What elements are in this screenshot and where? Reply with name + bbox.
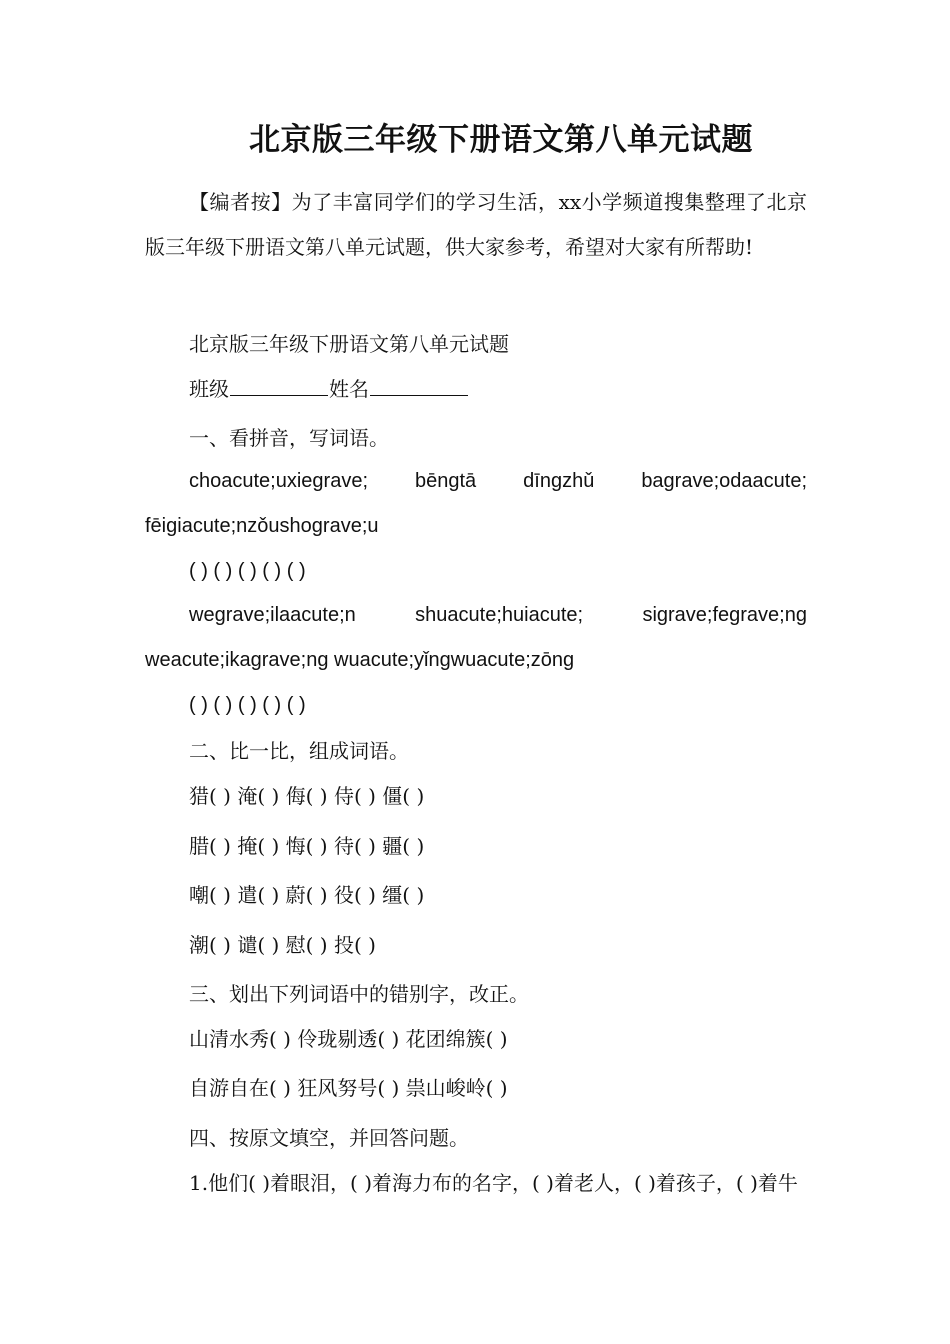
pinyin-item: wegrave;ilaacute;n [189, 604, 356, 626]
question-4-1: 1.他们( )着眼泪，( )着海力布的名字，( )着老人，( )着孩子，( )着牛 [189, 1171, 798, 1195]
section-4-heading: 四、按原文填空，并回答问题。 [189, 1126, 469, 1150]
compare-row: 嘲( ) 遣( ) 蔚( ) 役( ) 缰( ) [189, 883, 425, 907]
compare-row: 腊( ) 掩( ) 悔( ) 待( ) 疆( ) [189, 834, 425, 858]
name-label: 姓名 [329, 377, 369, 401]
section-2-heading: 二、比一比，组成词语。 [189, 739, 409, 763]
document-title: 北京版三年级下册语文第八单元试题 [249, 122, 753, 158]
class-blank [230, 375, 328, 396]
pinyin-item: sigrave;fegrave;ng [642, 604, 807, 626]
intro-paragraph: 【编者按】为了丰富同学们的学习生活，xx小学频道搜集整理了北京版三年级下册语文第八单元试题，供大家参考，希望对大家有所帮助! [145, 190, 807, 259]
class-label: 班级 [189, 377, 229, 401]
compare-row: 猎( ) 淹( ) 侮( ) 侍( ) 僵( ) [189, 784, 425, 808]
name-blank [370, 375, 468, 396]
pinyin-row-1 [189, 467, 807, 495]
pinyin-row-2 [189, 601, 807, 629]
pinyin-item: choacute;uxiegrave; [189, 470, 369, 492]
pinyin-item: bagrave;odaacute; [641, 470, 807, 492]
pinyin-item: bēngtā [415, 470, 477, 492]
section-3-heading: 三、划出下列词语中的错别字，改正。 [189, 982, 529, 1006]
error-row: 山清水秀( ) 伶珑剔透( ) 花团绵簇( ) [189, 1027, 508, 1051]
subtitle: 北京版三年级下册语文第八单元试题 [189, 332, 509, 356]
section-1-heading: 一、看拼音，写词语。 [189, 426, 389, 450]
pinyin-row-2-continued: weacute;ikagrave;ng wuacute;yǐngwuacute;zōng [145, 649, 575, 671]
pinyin-item: dīngzhǔ [523, 470, 595, 492]
pinyin-item: shuacute;huiacute; [415, 604, 584, 626]
error-row: 自游自在( ) 狂风努号( ) 祟山峻岭( ) [189, 1076, 508, 1100]
answer-brackets-2: ( ) ( ) ( ) ( ) ( ) [189, 694, 306, 716]
pinyin-row-1-continued: fēigiacute;nzǒushograve;u [145, 515, 379, 537]
compare-row: 潮( ) 谴( ) 慰( ) 投( ) [189, 933, 376, 957]
answer-brackets-1: ( ) ( ) ( ) ( ) ( ) [189, 560, 306, 582]
class-name-line [189, 375, 469, 403]
